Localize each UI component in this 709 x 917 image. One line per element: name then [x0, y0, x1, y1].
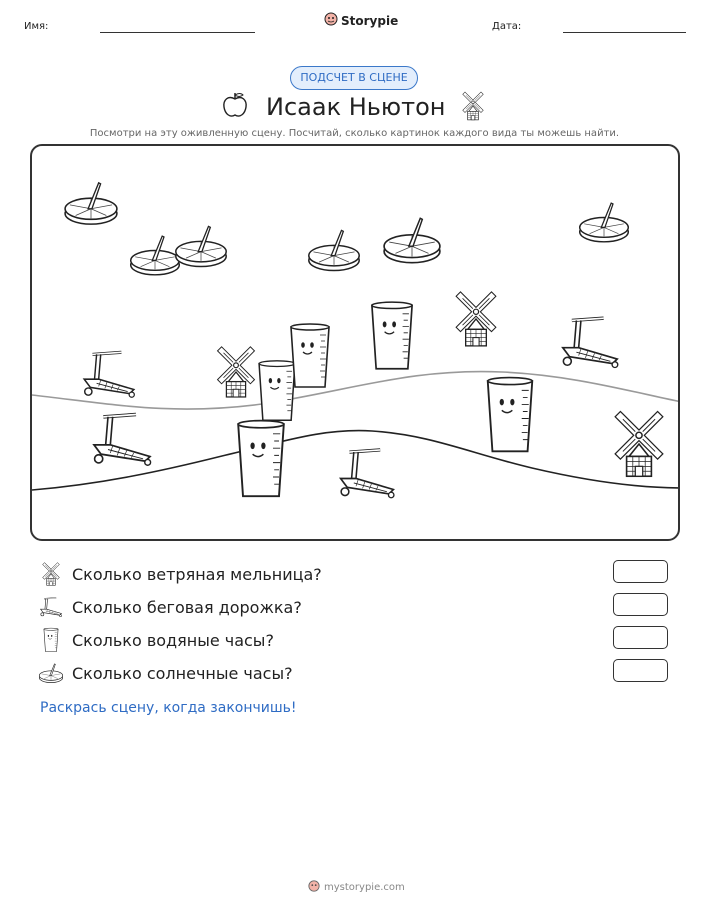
question-text: Сколько ветряная мельница?: [72, 564, 322, 584]
answer-box-water-clock[interactable]: [613, 626, 668, 649]
water-clock-icon: [38, 627, 64, 653]
answer-box-windmill[interactable]: [613, 560, 668, 583]
windmill-icon: [38, 561, 64, 587]
brand-logo: [324, 12, 398, 29]
water-clock-icon[interactable]: [231, 417, 291, 501]
sundial-icon[interactable]: [62, 179, 120, 227]
apple-icon: [222, 91, 248, 123]
storypie-mascot-icon: [308, 880, 320, 895]
answer-box-treadmill[interactable]: [613, 593, 668, 616]
counting-scene[interactable]: [30, 144, 680, 541]
instructions: Посмотри на эту оживленную сцену. Посчитай, сколько картинок каждого вида ты можешь найти.: [89, 128, 620, 139]
footer-brand: [308, 880, 405, 895]
sundial-icon[interactable]: [173, 222, 229, 270]
question-text: Сколько солнечные часы?: [72, 663, 293, 683]
answer-box-sundial[interactable]: [613, 659, 668, 682]
sundial-icon: [38, 660, 64, 686]
question-text: Сколько водяные часы?: [72, 630, 274, 650]
question-sundial: [38, 660, 293, 686]
water-clock-icon[interactable]: [484, 374, 536, 456]
page-title: Исаак Ньютон: [266, 93, 446, 121]
brand-name: Storypie: [341, 13, 399, 28]
date-label: Дата:: [492, 21, 522, 32]
question-treadmill: [38, 594, 302, 620]
question-text: Сколько беговая дорожка?: [72, 597, 302, 617]
windmill-icon: [459, 90, 487, 126]
color-instruction: Раскрась сцену, когда закончишь!: [40, 700, 297, 716]
sundial-icon[interactable]: [306, 226, 362, 274]
name-line[interactable]: [100, 32, 255, 33]
treadmill-icon[interactable]: [87, 408, 157, 470]
sundial-icon[interactable]: [381, 214, 443, 266]
windmill-icon[interactable]: [212, 343, 260, 401]
storypie-mascot-icon: [324, 12, 338, 29]
category-badge: ПОДСЧЕТ В СЦЕНЕ: [290, 66, 418, 90]
water-clock-icon[interactable]: [288, 321, 332, 391]
treadmill-icon[interactable]: [334, 444, 400, 502]
question-windmill: [38, 561, 322, 587]
name-label: Имя:: [24, 21, 49, 32]
footer-site: mystorypie.com: [324, 882, 405, 893]
windmill-icon[interactable]: [608, 406, 670, 482]
question-water-clock: [38, 627, 274, 653]
treadmill-icon[interactable]: [556, 312, 624, 372]
treadmill-icon[interactable]: [78, 348, 140, 400]
sundial-icon[interactable]: [577, 199, 631, 245]
date-line[interactable]: [563, 32, 686, 33]
water-clock-icon[interactable]: [368, 299, 416, 373]
windmill-icon[interactable]: [450, 288, 502, 350]
treadmill-icon: [38, 594, 64, 620]
